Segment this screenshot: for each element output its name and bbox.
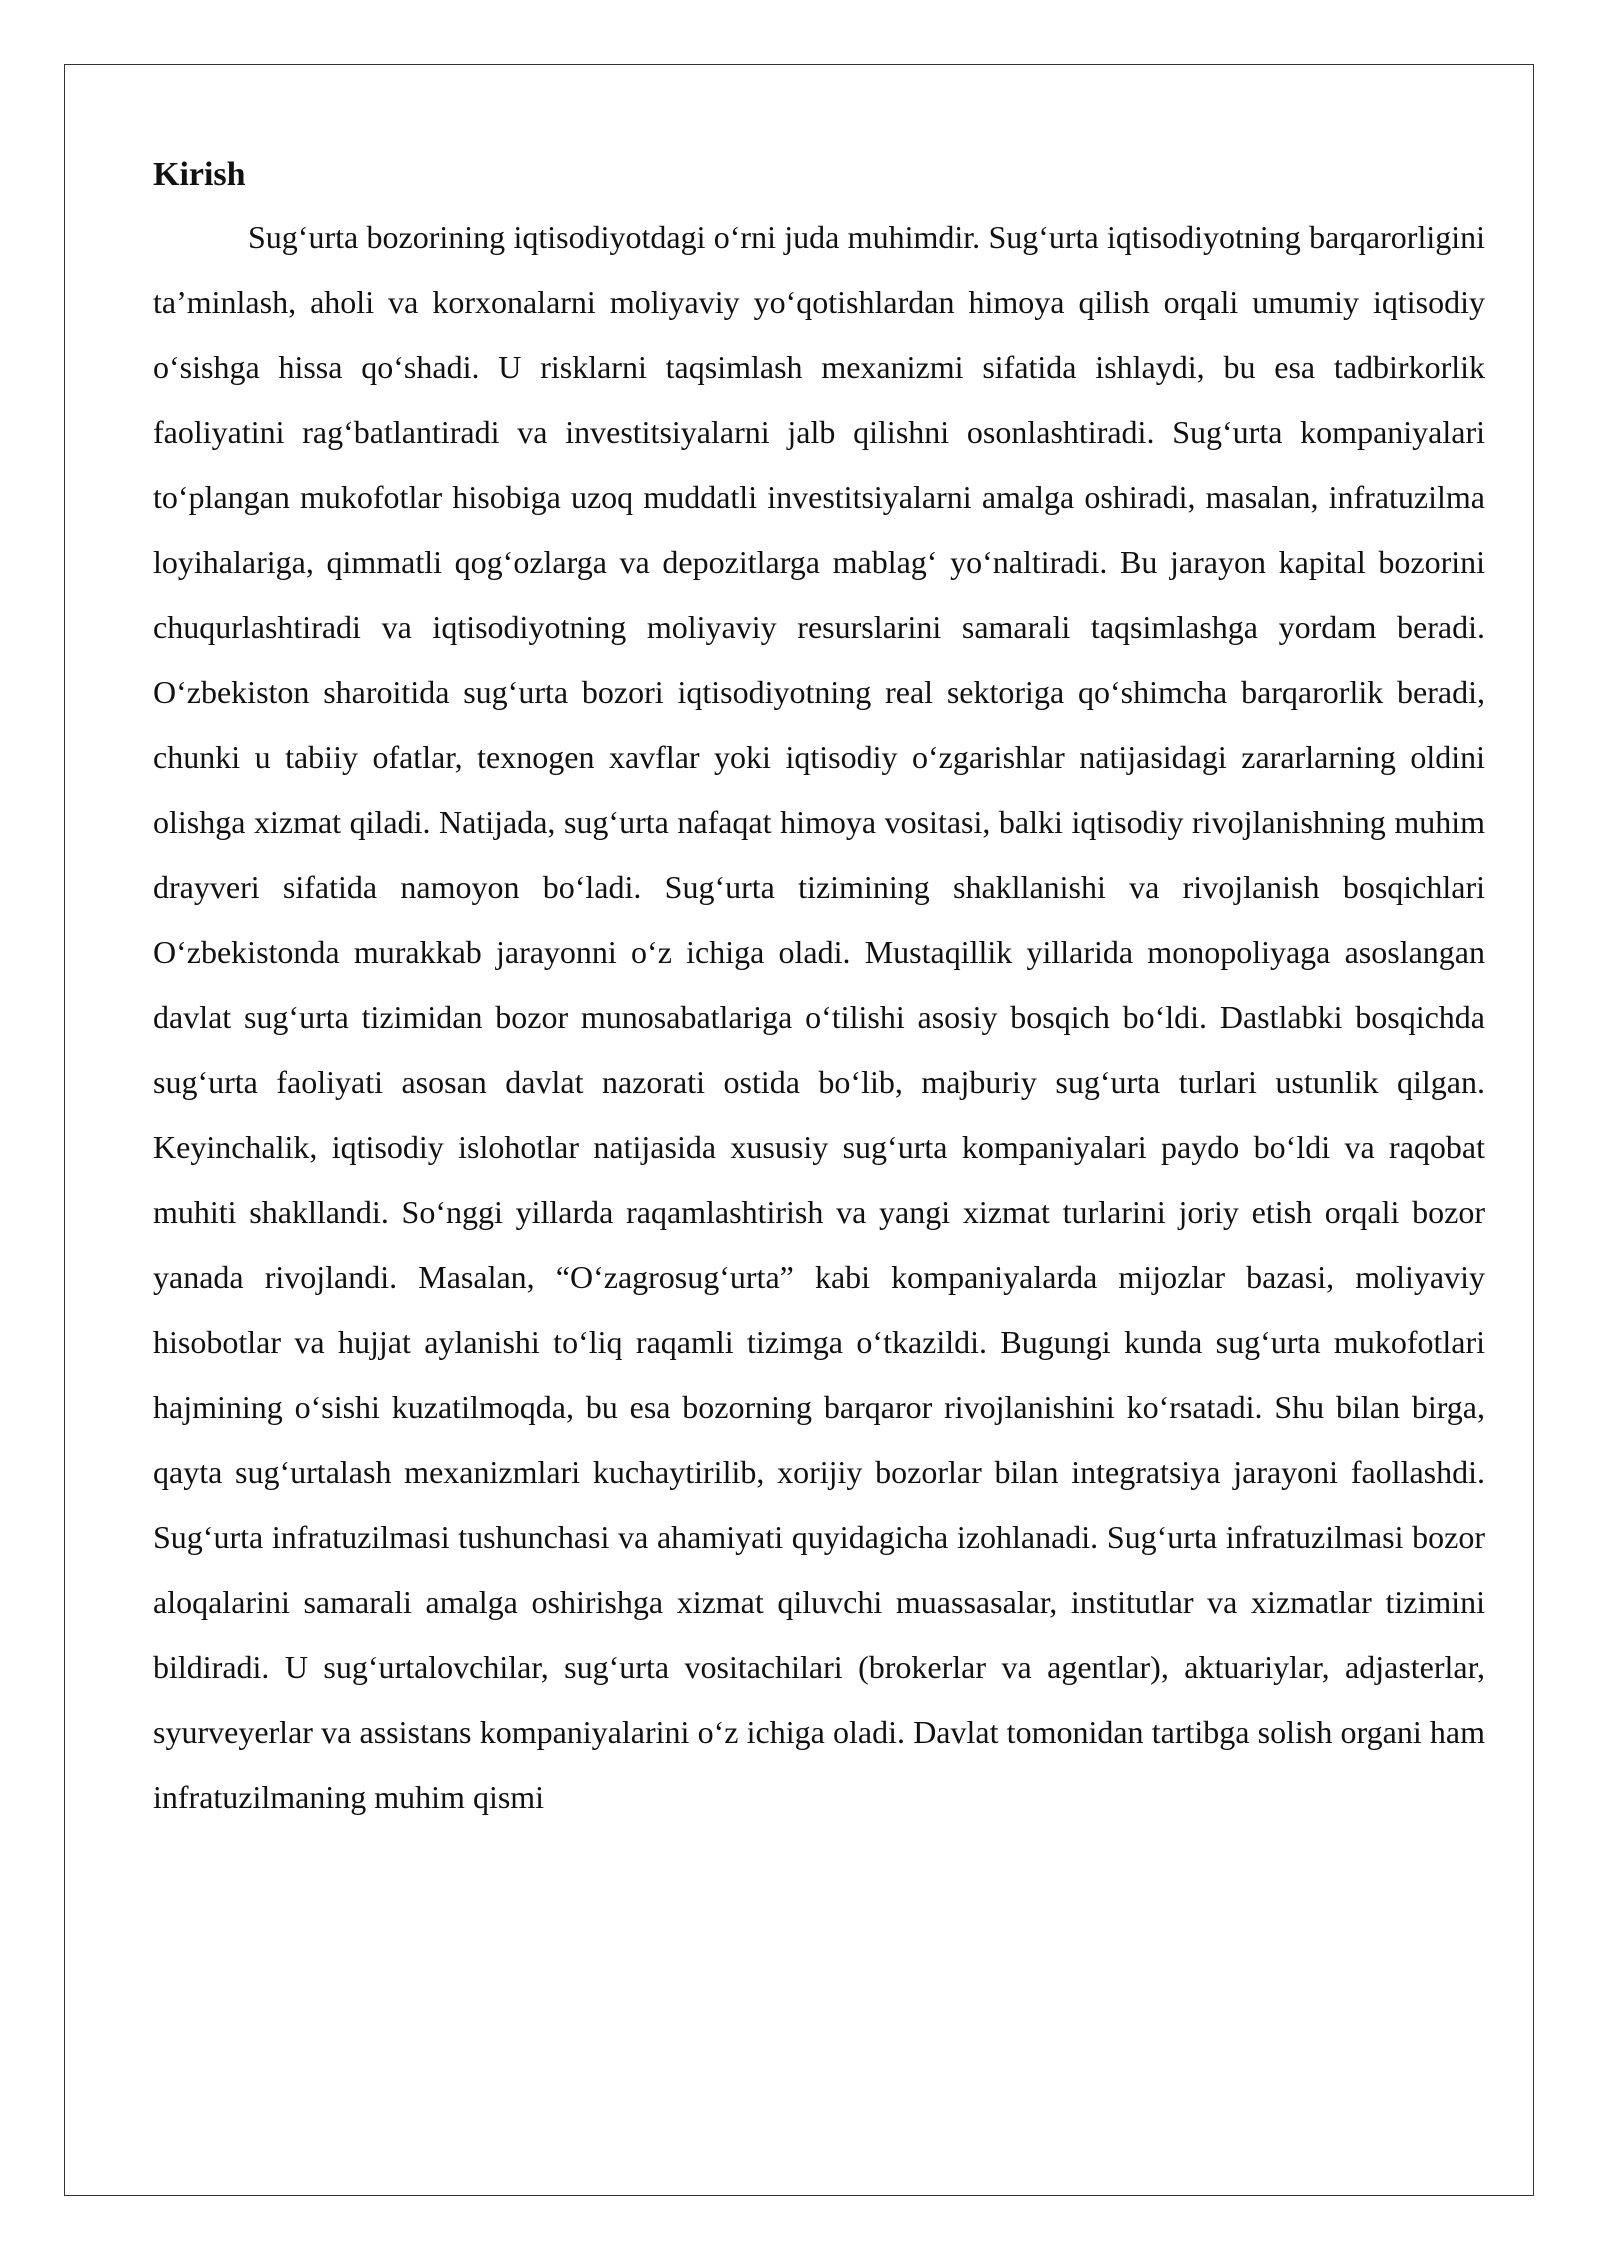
document-body bbox=[153, 145, 1485, 1830]
body-paragraph: Sug‘urta bozorining iqtisodiyotdagi o‘rni juda muhimdir. Sug‘urta iqtisodiyotning barqarorligini ta’minlash, aholi va korxonalarni moliyaviy yo‘qotishlardan himoya qilish orqali umumiy iqtisodiy o‘sishga hissa qo‘shadi. U risklarni taqsimlash mexanizmi sifatida ishlaydi, bu esa tadbirkorlik faoliyatini rag‘batlantiradi va investitsiyalarni jalb qilishni osonlashtiradi. Sug‘urta kompaniyalari to‘plangan mukofotlar hisobiga uzoq muddatli investitsiyalarni amalga oshiradi, masalan, infratuzilma loyihalariga, qimmatli qog‘ozlarga va depozitlarga mablag‘ yo‘naltiradi. Bu jarayon kapital bozorini chuqurlashtiradi va iqtisodiyotning moliyaviy resurslarini samarali taqsimlashga yordam beradi. O‘zbekiston sharoitida sug‘urta bozori iqtisodiyotning real sektoriga qo‘shimcha barqarorlik beradi, chunki u tabiiy ofatlar, texnogen xavflar yoki iqtisodiy o‘zgarishlar natijasidagi zararlarning oldini olishga xizmat qiladi. Natijada, sug‘urta nafaqat himoya vositasi, balki iqtisodiy rivojlanishning muhim drayveri sifatida namoyon bo‘ladi. Sug‘urta tizimining shakllanishi va rivojlanish bosqichlari O‘zbekistonda murakkab jarayonni o‘z ichiga oladi. Mustaqillik yillarida monopoliyaga asoslangan davlat sug‘urta tizimidan bozor munosabatlariga o‘tilishi asosiy bosqich bo‘ldi. Dastlabki bosqichda sug‘urta faoliyati asosan davlat nazorati ostida bo‘lib, majburiy sug‘urta turlari ustunlik qilgan. Keyinchalik, iqtisodiy islohotlar natijasida xususiy sug‘urta kompaniyalari paydo bo‘ldi va raqobat muhiti shakllandi. So‘nggi yillarda raqamlashtirish va yangi xizmat turlarini joriy etish orqali bozor yanada rivojlandi. Masalan, “O‘zagrosug‘urta” kabi kompaniyalarda mijozlar bazasi, moliyaviy hisobotlar va hujjat aylanishi to‘liq raqamli tizimga o‘tkazildi. Bugungi kunda sug‘urta mukofotlari hajmining o‘sishi kuzatilmoqda, bu esa bozorning barqaror rivojlanishini ko‘rsatadi. Shu bilan birga, qayta sug‘urtalash mexanizmlari kuchaytirilib, xorijiy bozorlar bilan integratsiya jarayoni faollashdi. Sug‘urta infratuzilmasi tushunchasi va ahamiyati quyidagicha izohlanadi. Sug‘urta infratuzilmasi bozor aloqalarini samarali amalga oshirishga xizmat qiluvchi muassasalar, institutlar va xizmatlar tizimini bildiradi. U sug‘urtalovchilar, sug‘urta vositachilari (brokerlar va agentlar), aktuariylar, adjasterlar, syurveyerlar va assistans kompaniyalarini o‘z ichiga oladi. Davlat tomonidan tartibga solish organi ham infratuzilmaning muhim qismi bbox=[153, 219, 1485, 1815]
section-heading: Kirish bbox=[153, 156, 246, 193]
